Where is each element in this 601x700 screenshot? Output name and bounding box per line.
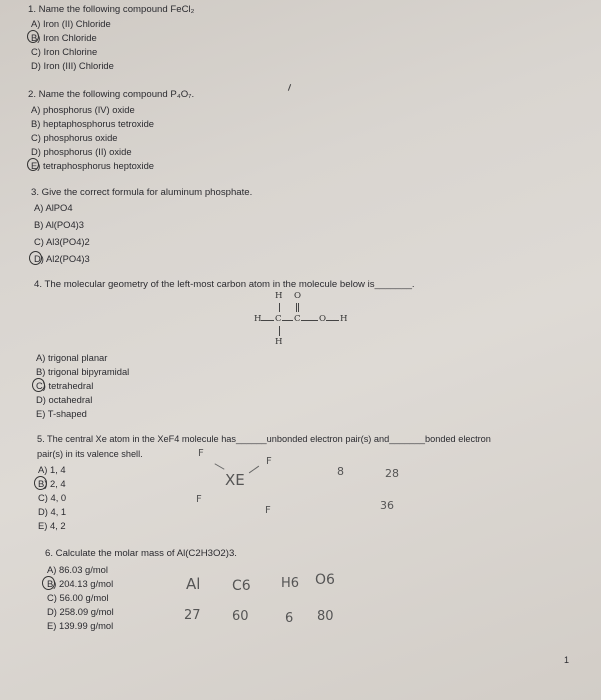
q2-option-d: D) phosphorus (II) oxide bbox=[31, 146, 132, 157]
handwritten-60: 60 bbox=[232, 609, 249, 624]
q4-option-e: E) T-shaped bbox=[36, 408, 87, 419]
q1-option-a: A) Iron (II) Chloride bbox=[31, 18, 111, 29]
molecule-right-h: H bbox=[340, 314, 348, 324]
bond-line bbox=[279, 303, 280, 312]
q3-option-d: D) Al2(PO4)3 bbox=[34, 253, 90, 264]
q5-option-b: B) 2, 4 bbox=[38, 478, 66, 489]
q2-option-a: A) phosphorus (IV) oxide bbox=[31, 104, 135, 115]
handwritten-f: F bbox=[196, 494, 202, 505]
handwritten-80: 80 bbox=[317, 609, 334, 624]
q1-option-d: D) Iron (III) Chloride bbox=[31, 60, 114, 71]
molecule-bottom-h: H bbox=[275, 337, 283, 347]
page-number: 1 bbox=[564, 655, 570, 665]
answer-circle bbox=[29, 251, 42, 265]
handwritten-8: 8 bbox=[337, 465, 344, 478]
q3-option-b: B) Al(PO4)3 bbox=[34, 219, 85, 230]
answer-circle bbox=[42, 576, 55, 590]
handwritten-27: 27 bbox=[184, 608, 201, 623]
q4-option-a: A) trigonal planar bbox=[36, 352, 108, 363]
q2-option-e: E) tetraphosphorus heptoxide bbox=[31, 160, 154, 171]
handwritten-bond bbox=[249, 466, 259, 474]
molecule-left-h: H bbox=[254, 314, 262, 324]
bond-line bbox=[298, 303, 299, 312]
bond-line bbox=[301, 320, 318, 321]
bond-line bbox=[261, 320, 274, 321]
q5-option-e: E) 4, 2 bbox=[38, 520, 66, 531]
q1-option-c: C) Iron Chlorine bbox=[31, 46, 98, 57]
q2-option-c: C) phosphorus oxide bbox=[31, 132, 118, 143]
q6-option-b: B) 204.13 g/mol bbox=[47, 578, 114, 589]
q1-option-b: B) Iron Chloride bbox=[31, 32, 97, 43]
q6-option-d: D) 258.09 g/mol bbox=[47, 606, 114, 617]
q1-stem: 1. Name the following compound FeCl₂ bbox=[28, 4, 195, 15]
handwritten-al: Al bbox=[186, 575, 201, 593]
q4-option-c: C) tetrahedral bbox=[36, 380, 94, 391]
q5-option-d: D) 4, 1 bbox=[38, 506, 67, 517]
q5-option-a: A) 1, 4 bbox=[38, 464, 66, 475]
q3-option-a: A) AlPO4 bbox=[34, 202, 73, 213]
pen-mark bbox=[288, 84, 292, 91]
bond-line bbox=[282, 320, 293, 321]
q6-option-a: A) 86.03 g/mol bbox=[47, 564, 108, 575]
q4-option-b: B) trigonal bipyramidal bbox=[36, 366, 130, 377]
handwritten-f: F bbox=[266, 456, 272, 467]
answer-circle bbox=[34, 476, 47, 490]
handwritten-6: 6 bbox=[285, 611, 294, 626]
q6-option-c: C) 56.00 g/mol bbox=[47, 592, 109, 603]
molecule-c2: C bbox=[294, 314, 301, 324]
bond-line bbox=[326, 320, 339, 321]
handwritten-h6: H6 bbox=[281, 576, 300, 591]
molecule-top-o: O bbox=[294, 291, 302, 301]
q5-option-c: C) 4, 0 bbox=[38, 492, 67, 503]
q5-stem: 5. The central Xe atom in the XeF4 molecule has______unbonded electron pair(s) and_______bonded electron bbox=[37, 434, 491, 444]
q4-stem: 4. The molecular geometry of the left-most carbon atom in the molecule below is_______. bbox=[34, 279, 415, 290]
q6-option-e: E) 139.99 g/mol bbox=[47, 620, 114, 631]
answer-circle bbox=[32, 378, 45, 392]
handwritten-c6: C6 bbox=[232, 578, 251, 594]
handwritten-28: 28 bbox=[385, 467, 399, 480]
q5-stem-continued: pair(s) in its valence shell. bbox=[37, 449, 143, 459]
molecule-o: O bbox=[319, 314, 327, 324]
q2-stem: 2. Name the following compound P₄O₇. bbox=[28, 89, 195, 100]
q3-option-c: C) Al3(PO4)2 bbox=[34, 236, 90, 247]
bond-line bbox=[296, 303, 297, 312]
molecule-c1: C bbox=[275, 314, 282, 324]
handwritten-o6: O6 bbox=[315, 572, 335, 588]
answer-circle bbox=[27, 30, 39, 43]
answer-circle bbox=[27, 158, 39, 171]
handwritten-f: F bbox=[198, 448, 204, 459]
q3-stem: 3. Give the correct formula for aluminum phosphate. bbox=[31, 187, 253, 198]
molecule-top-h: H bbox=[275, 291, 283, 301]
q4-option-d: D) octahedral bbox=[36, 394, 93, 405]
handwritten-f: F bbox=[265, 505, 271, 516]
q2-option-b: B) heptaphosphorus tetroxide bbox=[31, 118, 154, 129]
handwritten-36: 36 bbox=[380, 499, 394, 512]
handwritten-xe: XE bbox=[225, 471, 245, 489]
q6-stem: 6. Calculate the molar mass of Al(C2H3O2)3. bbox=[45, 548, 237, 559]
handwritten-bond bbox=[214, 463, 224, 469]
bond-line bbox=[279, 326, 280, 336]
